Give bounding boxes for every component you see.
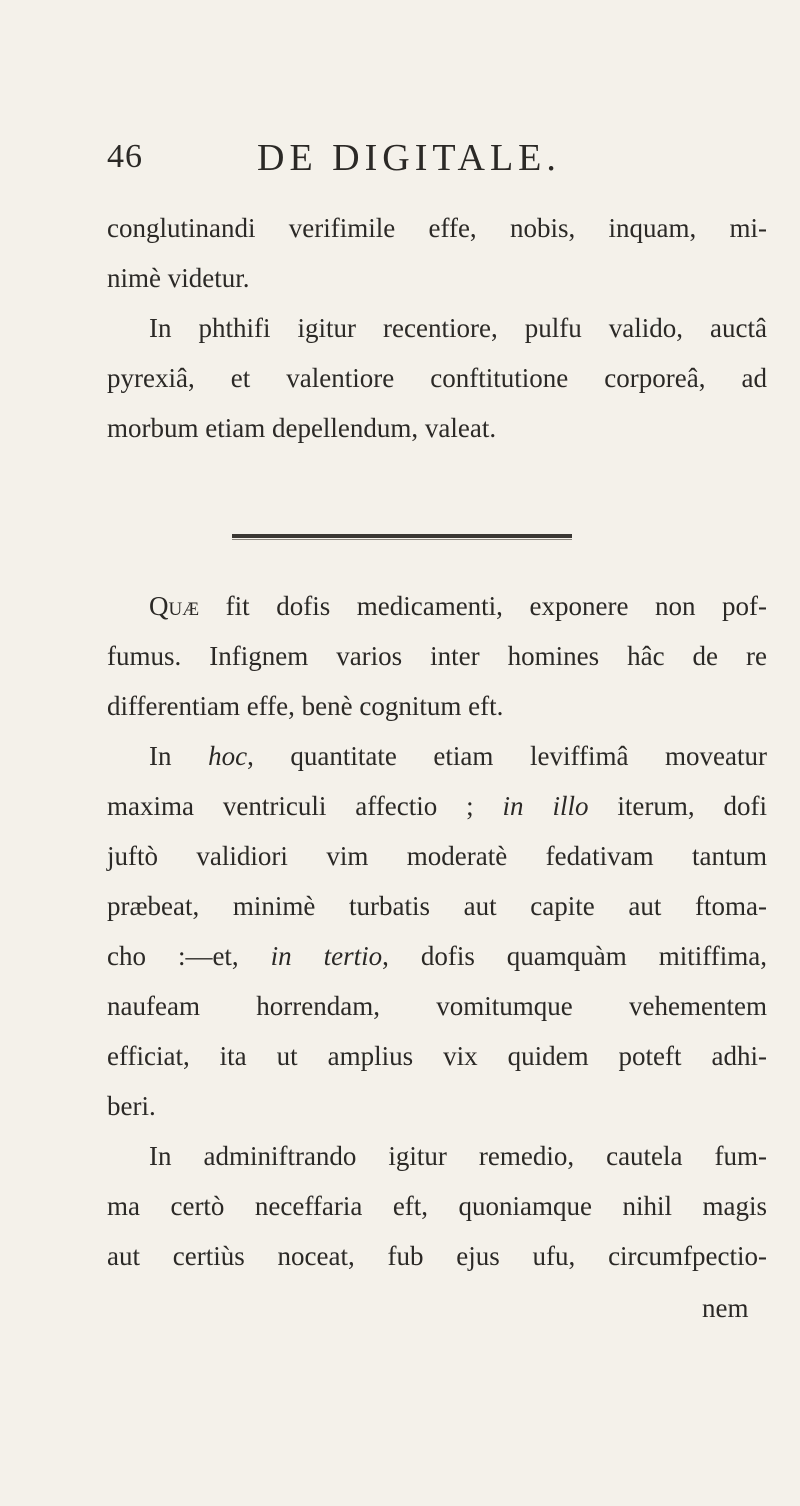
page-number: 46 — [107, 138, 143, 175]
section-divider — [232, 534, 572, 538]
text-run: , dofis quamquàm mitiffima, — [382, 941, 767, 971]
text-run: , quantitate etiam leviffimâ moveatur — [247, 741, 767, 771]
text-line: naufeam horrendam, vomitumque vehementem — [107, 991, 767, 1021]
text-line — [107, 786, 767, 826]
text-line: aut certiùs noceat, fub ejus ufu, circumfpectio- — [107, 1241, 767, 1271]
text-run: In — [149, 741, 209, 771]
text-line — [107, 936, 767, 976]
running-title: DE DIGITALE. — [257, 137, 561, 179]
text-line — [107, 308, 767, 348]
text-line — [107, 586, 767, 626]
page-header — [107, 128, 747, 188]
catchword: nem — [702, 1293, 749, 1323]
text-line: nimè videtur. — [107, 263, 250, 293]
text-line: efficiat, ita ut amplius vix quidem poteft adhi- — [107, 1041, 767, 1071]
italic-run: in illo — [502, 791, 589, 821]
text-line: pyrexiâ, et valentiore conftitutione corporeâ, ad — [107, 363, 767, 393]
text-line: conglutinandi verifimile effe, nobis, inquam, mi- — [107, 213, 767, 243]
text-run: In adminiftrando igitur remedio, cautela fum- — [149, 1141, 767, 1171]
text-line: morbum etiam depellendum, valeat. — [107, 413, 497, 443]
text-line: ma certò neceffaria eft, quoniamque nihil magis — [107, 1191, 767, 1221]
text-run: In phthifi igitur recentiore, pulfu valido, auctâ — [149, 313, 767, 343]
text-run: maxima ventriculi affectio ; — [107, 791, 503, 821]
text-run: fit dofis medicamenti, exponere non pof- — [199, 591, 767, 621]
italic-run: hoc — [208, 741, 248, 771]
text-line: juftò validiori vim moderatè fedativam tantum — [107, 841, 767, 871]
text-line: beri. — [107, 1091, 156, 1121]
text-line: præbeat, minimè turbatis aut capite aut ftoma- — [107, 891, 767, 921]
text-run: iterum, dofi — [588, 791, 767, 821]
small-caps-word: Quæ — [149, 591, 200, 621]
italic-run: in tertio — [270, 941, 383, 971]
text-line — [107, 736, 767, 776]
text-run: cho :—et, — [107, 941, 271, 971]
text-line — [107, 1136, 767, 1176]
text-line: differentiam effe, benè cognitum eft. — [107, 691, 504, 721]
text-line: fumus. Infignem varios inter homines hâc de re — [107, 641, 767, 671]
